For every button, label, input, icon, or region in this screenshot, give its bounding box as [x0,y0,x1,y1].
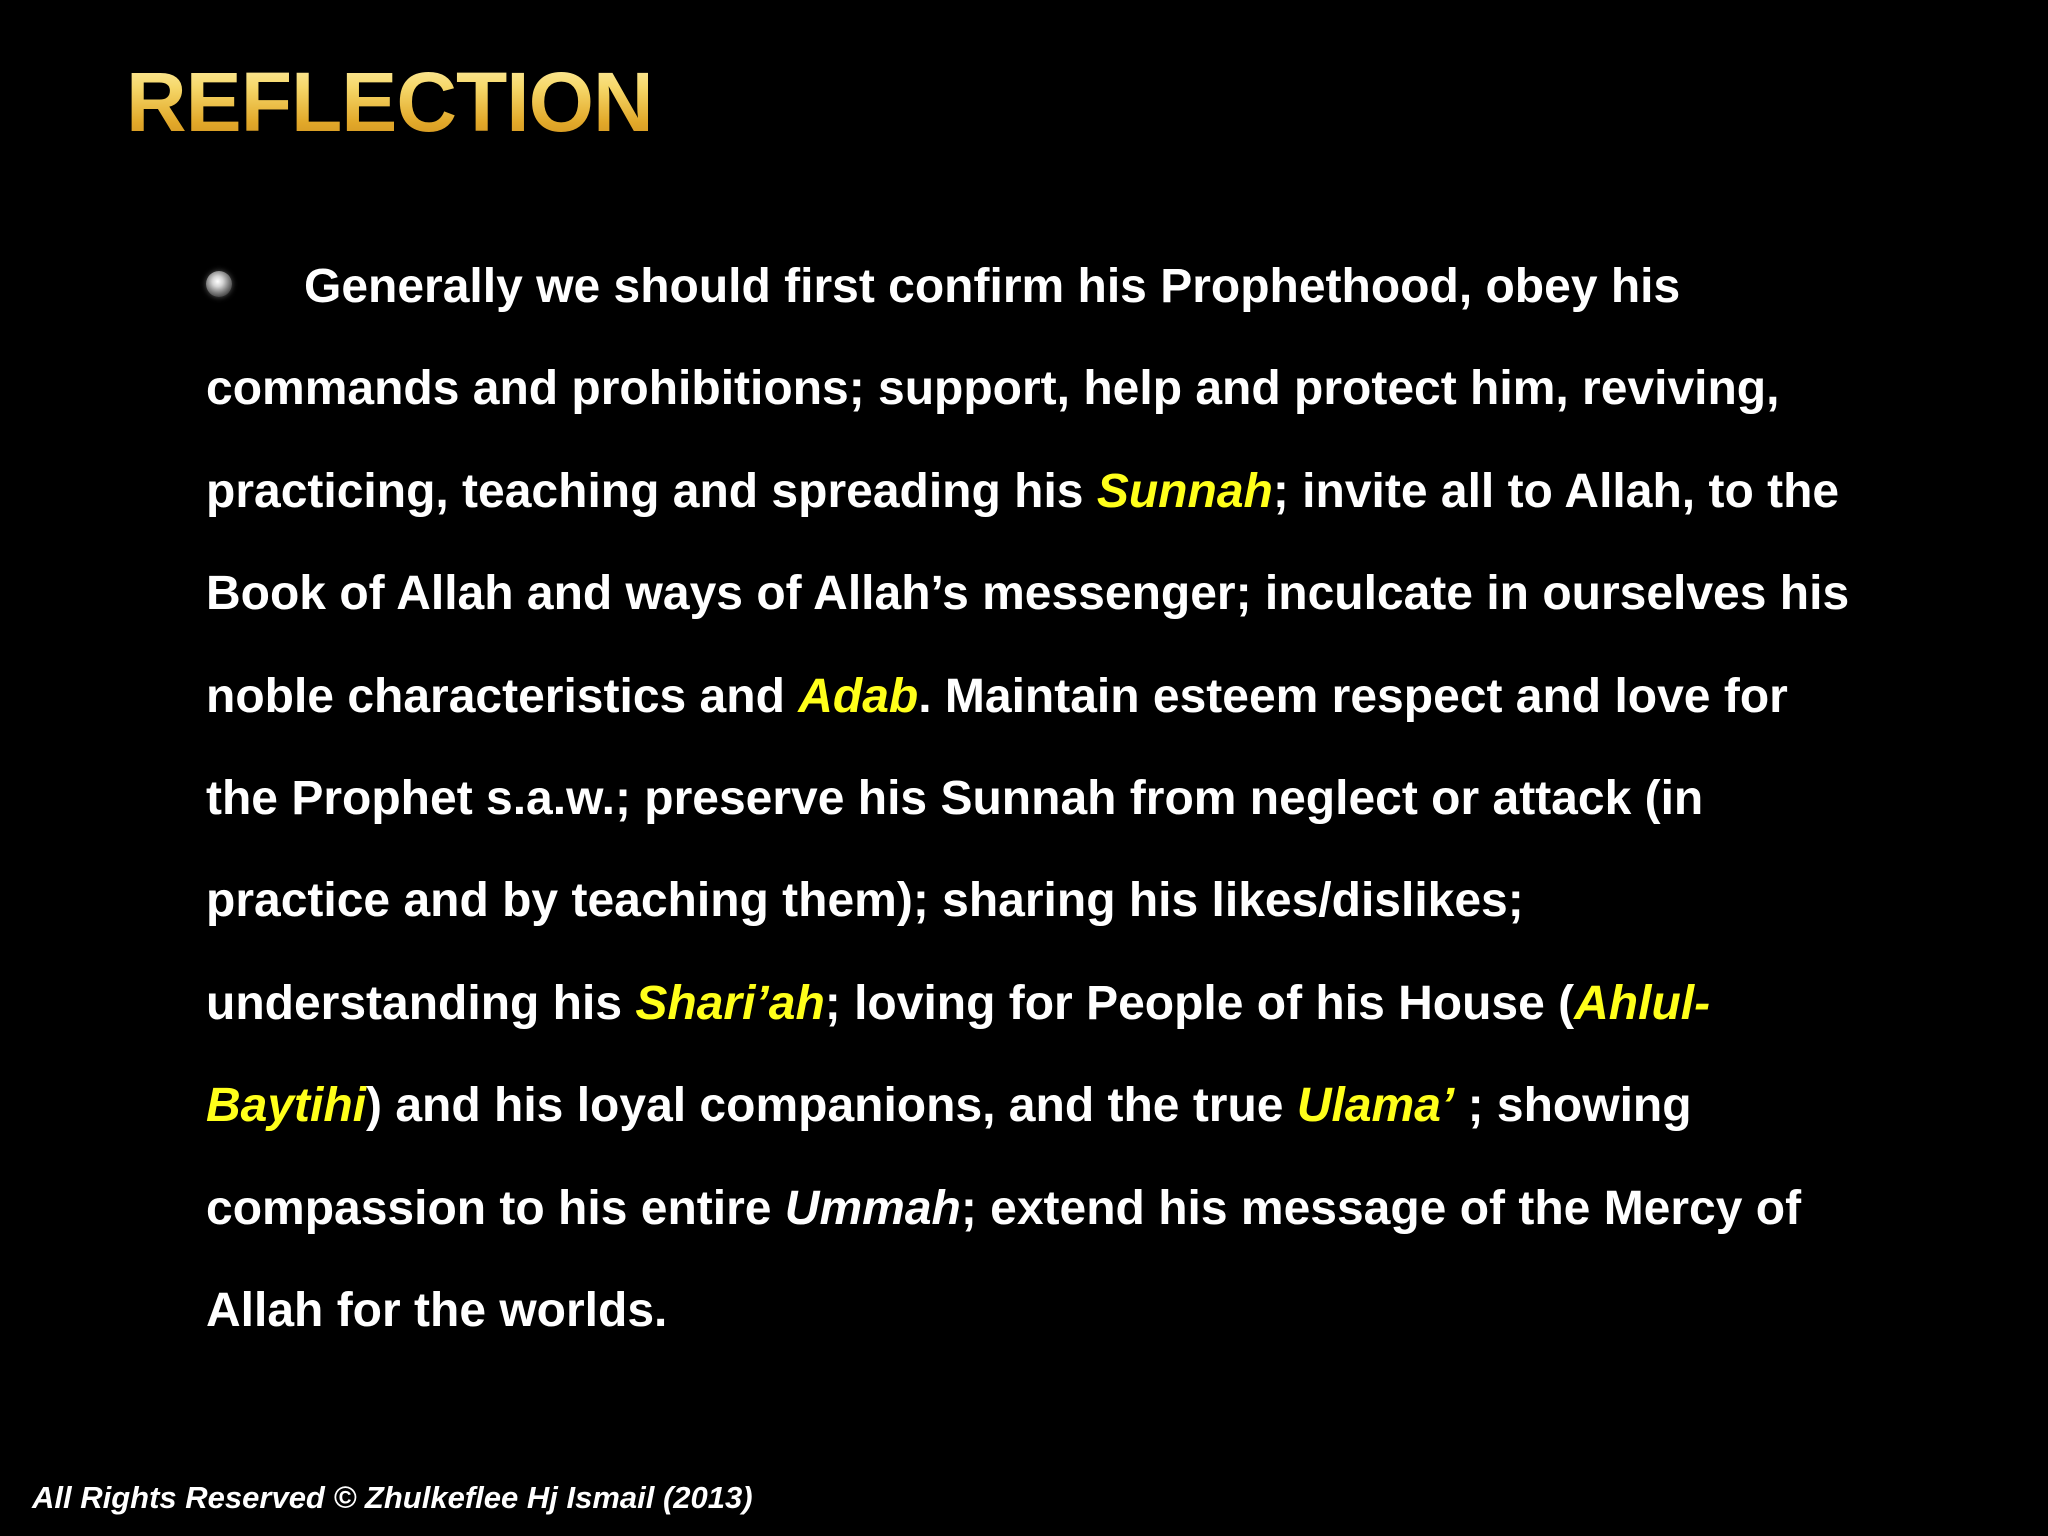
bullet-icon [206,271,232,297]
term-ummah: Ummah [784,1181,961,1235]
paragraph-text: ; extend his message of the Mercy of Allah for the worlds. [206,1181,1802,1338]
term-ahlul-baytihi: Ahlul-Baytihi [206,976,1711,1133]
paragraph-text: ; invite all to Allah, to the Book of Allah and ways of Allah’s messenger; inculcate in ourselves his noble characteristics and [206,464,1850,723]
paragraph-text: Generally we should first confirm his Prophethood, obey his commands and prohibitions; support, help and protect him, reviving, practicing, teaching and spreading his [206,260,1780,518]
paragraph-text: ) and his loyal companions, and the true [366,1079,1297,1133]
copyright-footer: All Rights Reserved © Zhulkeflee Hj Ismail (2013) [32,1480,753,1515]
term-adab: Adab [798,669,919,723]
slide-title: REFLECTION [126,52,653,152]
paragraph-text: ; showing compassion to his entire [206,1079,1692,1235]
reflection-paragraph [206,236,1866,1362]
paragraph-text: ; loving for People of his House ( [824,976,1575,1030]
paragraph-text: . Maintain esteem respect and love for the Prophet s.a.w.; preserve his Sunnah from neglect or attack (in practice and by teaching them); sharing his likes/dislikes; understanding his [206,669,1788,1030]
term-ulama: Ulama’ [1296,1079,1455,1133]
term-shariah: Shari’ah [635,976,825,1030]
term-sunnah: Sunnah [1096,464,1273,518]
